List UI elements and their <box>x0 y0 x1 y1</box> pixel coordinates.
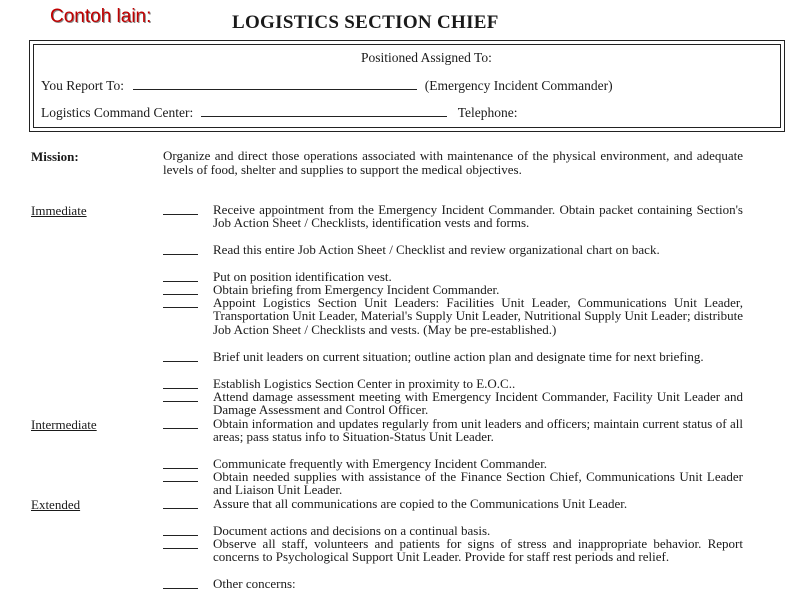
task-checkbox[interactable] <box>163 377 198 389</box>
slide-label: Contoh lain: <box>50 6 152 27</box>
task-checkbox[interactable] <box>163 524 198 536</box>
task-checkbox[interactable] <box>163 350 198 362</box>
task-item: Communicate frequently with Emergency Incident Commander. <box>213 456 548 471</box>
positioned-label: Positioned Assigned To: <box>361 50 492 65</box>
section-immediate: Immediate <box>31 203 87 218</box>
task-item: Appoint Logistics Section Unit Leaders: Facilities Unit Leader, Communications Unit Leader, Transportation Unit Leader, Material's Supply Unit Leader, Nutritional Supply Unit Leader; distribute Job Action Sheet / Checklists and vests. (May be pre-established.) <box>213 295 743 337</box>
mission-label: Mission: <box>31 149 79 164</box>
command-center-label: Logistics Command Center: <box>41 105 194 120</box>
telephone-label: Telephone: <box>457 105 518 120</box>
task-item: Brief unit leaders on current situation; outline action plan and designate time for next briefing. <box>213 349 704 364</box>
task-item: Assure that all communications are copied to the Communications Unit Leader. <box>213 496 628 511</box>
section-intermediate: Intermediate <box>31 417 97 432</box>
task-checkbox[interactable] <box>163 470 198 482</box>
task-checkbox[interactable] <box>163 537 198 549</box>
task-checkbox[interactable] <box>163 497 198 509</box>
task-item: Attend damage assessment meeting with Emergency Incident Commander, Facility Unit Leader and Damage Assessment and Control Officer. <box>213 389 743 418</box>
command-center-field[interactable] <box>201 104 447 117</box>
task-checkbox[interactable] <box>163 390 198 402</box>
task-item: Put on position identification vest. <box>213 269 392 284</box>
task-item: Establish Logistics Section Center in proximity to E.O.C.. <box>213 376 516 391</box>
task-checkbox[interactable] <box>163 203 198 215</box>
report-to-label: You Report To: <box>41 78 124 93</box>
task-checkbox[interactable] <box>163 417 198 429</box>
task-item: Other concerns: <box>213 576 296 591</box>
task-checkbox[interactable] <box>163 296 198 308</box>
task-item: Receive appointment from the Emergency Incident Commander. Obtain packet containing Section's Job Action Sheet / Checklists, identification vests and forms. <box>213 202 743 231</box>
report-to-row <box>41 77 613 94</box>
document-title: LOGISTICS SECTION CHIEF <box>232 12 499 33</box>
task-checkbox[interactable] <box>163 457 198 469</box>
task-item: Document actions and decisions on a continual basis. <box>213 523 491 538</box>
mission-text: Organize and direct those operations associated with maintenance of the physical environment, and adequate levels of food, shelter and supplies to support the medical objectives. <box>163 148 743 177</box>
task-item: Obtain information and updates regularly from unit leaders and officers; maintain current status of all areas; pass status info to Situation-Status Unit Leader. <box>213 416 743 445</box>
report-to-field[interactable] <box>133 77 417 90</box>
task-checkbox[interactable] <box>163 577 198 589</box>
task-item: Observe all staff, volunteers and patients for signs of stress and inappropriate behavior. Report concerns to Psychological Support Unit Leader. Provide for staff rest periods and relief. <box>213 536 743 565</box>
section-extended: Extended <box>31 497 81 512</box>
task-item: Obtain needed supplies with assistance of the Finance Section Chief, Communications Unit Leader and Liaison Unit Leader. <box>213 469 743 498</box>
report-to-note: (Emergency Incident Commander) <box>424 78 613 93</box>
task-item: Obtain briefing from Emergency Incident Commander. <box>213 282 500 297</box>
task-item: Read this entire Job Action Sheet / Checklist and review organizational chart on back. <box>213 242 660 257</box>
task-checkbox[interactable] <box>163 283 198 295</box>
assignment-box <box>29 40 785 132</box>
command-center-row <box>41 104 518 121</box>
task-checkbox[interactable] <box>163 270 198 282</box>
task-checkbox[interactable] <box>163 243 198 255</box>
